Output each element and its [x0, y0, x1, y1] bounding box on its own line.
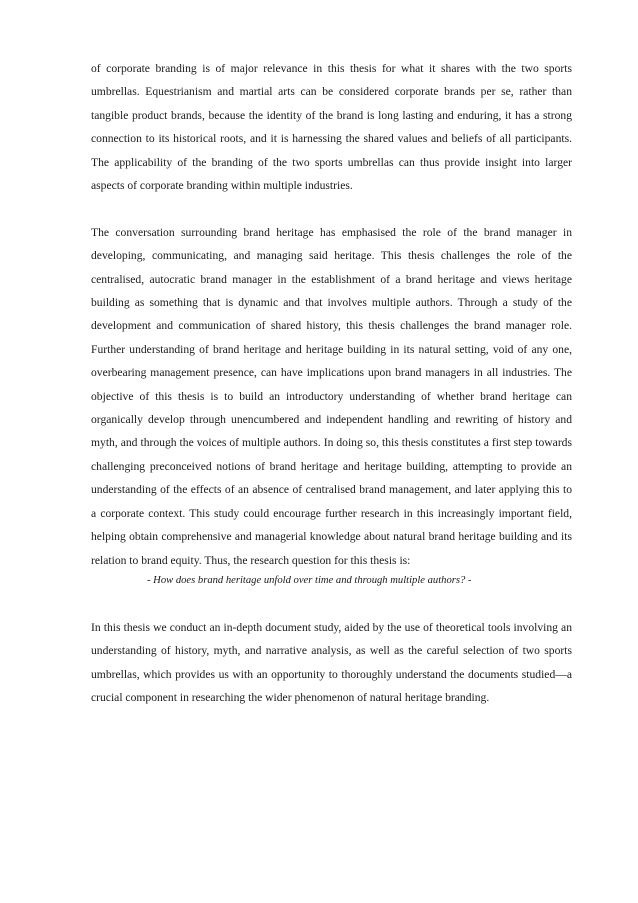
- paragraph-gap: [91, 197, 572, 220]
- paragraph-corporate-branding: of corporate branding is of major relevance in this thesis for what it shares with the two sports umbrellas. Equestrianism and martial arts can be considered corporate brands per se, rather than tangible product brands, because the identity of the brand is long lasting and enduring, it has a strong connection to its historical roots, and it is harnessing the shared values and beliefs of all participants. The applicability of the branding of the two sports umbrellas can thus provide insight into larger aspects of corporate branding within multiple industries.: [91, 62, 572, 193]
- paragraph-gap: [91, 590, 572, 616]
- research-question: - How does brand heritage unfold over time and through multiple authors? -: [147, 574, 472, 586]
- document-page: [91, 57, 572, 710]
- paragraph-document-study: In this thesis we conduct an in-depth document study, aided by the use of theoretical tools involving an understanding of history, myth, and narrative analysis, as well as the careful selection of two sports umbrellas, which provides us with an opportunity to thoroughly understand the documents studied—a crucial component in researching the wider phenomenon of natural heritage branding.: [91, 620, 572, 705]
- paragraph-brand-heritage: The conversation surrounding brand heritage has emphasised the role of the brand manager in developing, communicating, and managing said heritage. This thesis challenges the role of the centralised, autocratic brand manager in the establishment of a brand heritage and views heritage building as something that is dynamic and that involves multiple authors. Through a study of the development and communication of shared history, this thesis challenges the brand manager role. Further understanding of brand heritage and heritage building in its natural setting, void of any one, overbearing management presence, can have implications upon brand managers in all industries. The objective of this thesis is to build an introductory understanding of whether brand heritage can organically develop through unencumbered and independent handling and rewriting of history and myth, and through the voices of multiple authors. In doing so, this thesis constitutes a first step towards challenging preconceived notions of brand heritage and heritage building, attempting to provide an understanding of the effects of an absence of centralised brand management, and later applying this to a corporate context. This study could encourage further research in this increasingly important field, helping obtain comprehensive and managerial knowledge about natural brand heritage building and its relation to brand equity. Thus, the research question for this thesis is:: [91, 225, 572, 567]
